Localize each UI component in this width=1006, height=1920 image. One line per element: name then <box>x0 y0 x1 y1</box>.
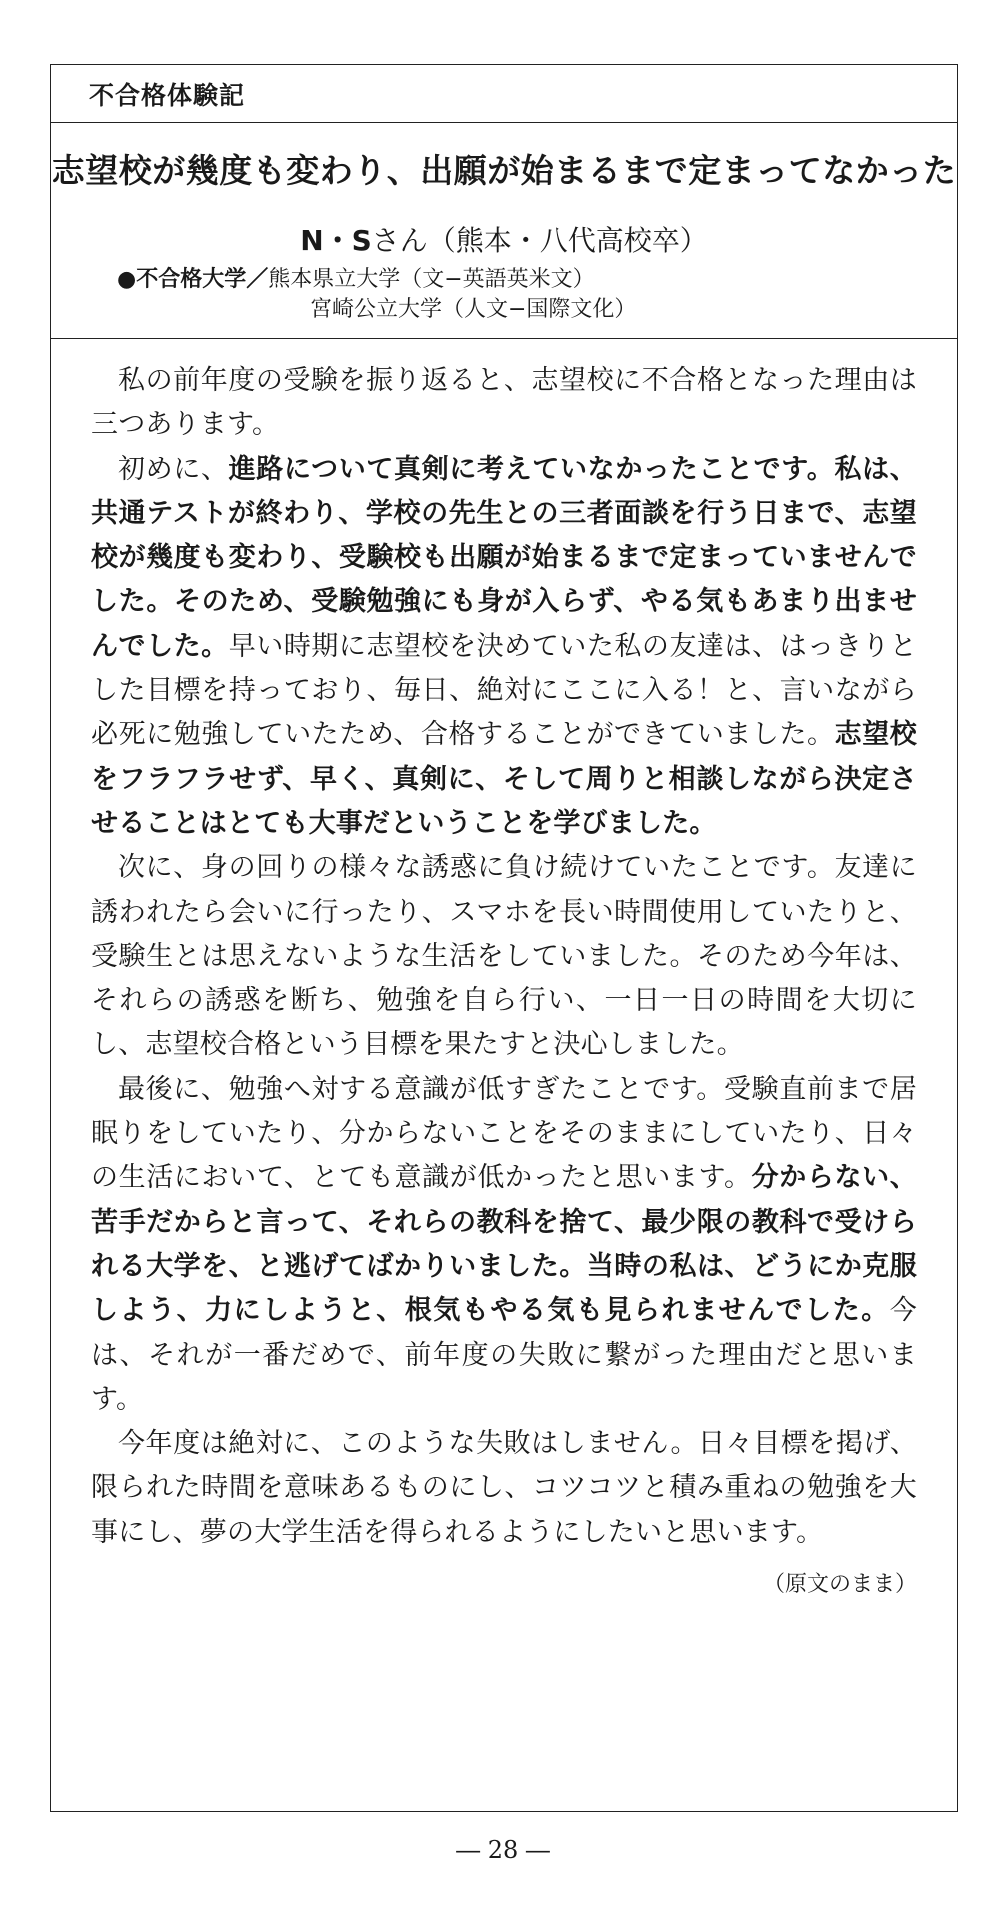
paragraph-5: 今年度は絶対に、このような失敗はしません。日々目標を掲げ、限られた時間を意味あるものにし、コツコツと積み重ねの勉強を大事にし、夢の大学生活を得られるようにしたいと思います。 <box>91 1428 917 1548</box>
failed-university-2: 宮崎公立大学（人文−国際文化） <box>310 297 637 322</box>
section-label-row <box>51 65 957 123</box>
paragraph-2-bold-2: 志望校をフラフラせず、早く、真剣に、そして周りと相談しながら決定させることはとても大事だということを学びました。 <box>91 719 917 839</box>
paragraph-2 <box>91 448 917 847</box>
original-text-note: （原文のまま） <box>762 1572 917 1598</box>
article-body <box>51 339 957 1555</box>
paragraph-4-end: 今は、それが一番だめで、前年度の失敗に繋がった理由だと思います。 <box>91 1295 917 1415</box>
author-initials: N・S <box>300 224 372 257</box>
paragraph-2-intro: 初めに、 <box>118 453 229 485</box>
author-school: さん（熊本・八代高校卒） <box>371 224 708 257</box>
failed-label: ●不合格大学／ <box>117 267 269 292</box>
paragraph-3: 次に、身の回りの様々な誘惑に負け続けていたことです。友達に誘われたら会いに行ったり、スマホを長い時間使用していたりと、受験生とは思えないような生活をしていました。そのため今年は、それらの誘惑を断ち、勉強を自ら行い、一日一日の時間を大切にし、志望校合格という目標を果たすと決心しました。 <box>91 852 917 1061</box>
article-frame <box>50 64 958 1812</box>
paragraph-2-middle: 早い時期に志望校を決めていた私の友達は、はっきりとした目標を持っており、毎日、絶対にここに入る！と、言いながら必死に勉強していたため、合格することができていました。 <box>91 630 918 751</box>
section-label: 不合格体験記 <box>89 80 246 110</box>
article-title: 志望校が幾度も変わり、出願が始まるまで定まってなかった <box>51 151 957 190</box>
paragraph-4 <box>91 1068 917 1422</box>
page-number: ― 28 ― <box>456 1836 550 1864</box>
failed-university-1: 熊本県立大学（文−英語英米文） <box>268 267 595 292</box>
failed-universities <box>117 265 636 325</box>
author-line <box>51 219 957 259</box>
paragraph-1: 私の前年度の受験を振り返ると、志望校に不合格となった理由は三つあります。 <box>91 365 917 441</box>
article-header <box>51 123 957 339</box>
paragraph-4-intro: 最後に、勉強へ対する意識が低すぎたことです。受験直前まで居眠りをしていたり、分からないことをそのままにしていたり、日々の生活において、とても意識が低かったと思います。 <box>91 1073 917 1194</box>
paragraph-2-bold-1: 進路について真剣に考えていなかったことです。私は、共通テストが終わり、学校の先生との三者面談を行う日まで、志望校が幾度も変わり、受験校も出願が始まるまで定まっていませんでした。そのため、受験勉強にも身が入らず、やる気もあまり出ませんでした。 <box>91 453 917 662</box>
paragraph-4-bold: 分からない、苦手だからと言って、それらの教科を捨て、最少限の教科で受けられる大学を、と逃げてばかりいました。当時の私は、どうにか克服しよう、力にしようと、根気もやる気も見られませんでした。 <box>91 1162 917 1327</box>
